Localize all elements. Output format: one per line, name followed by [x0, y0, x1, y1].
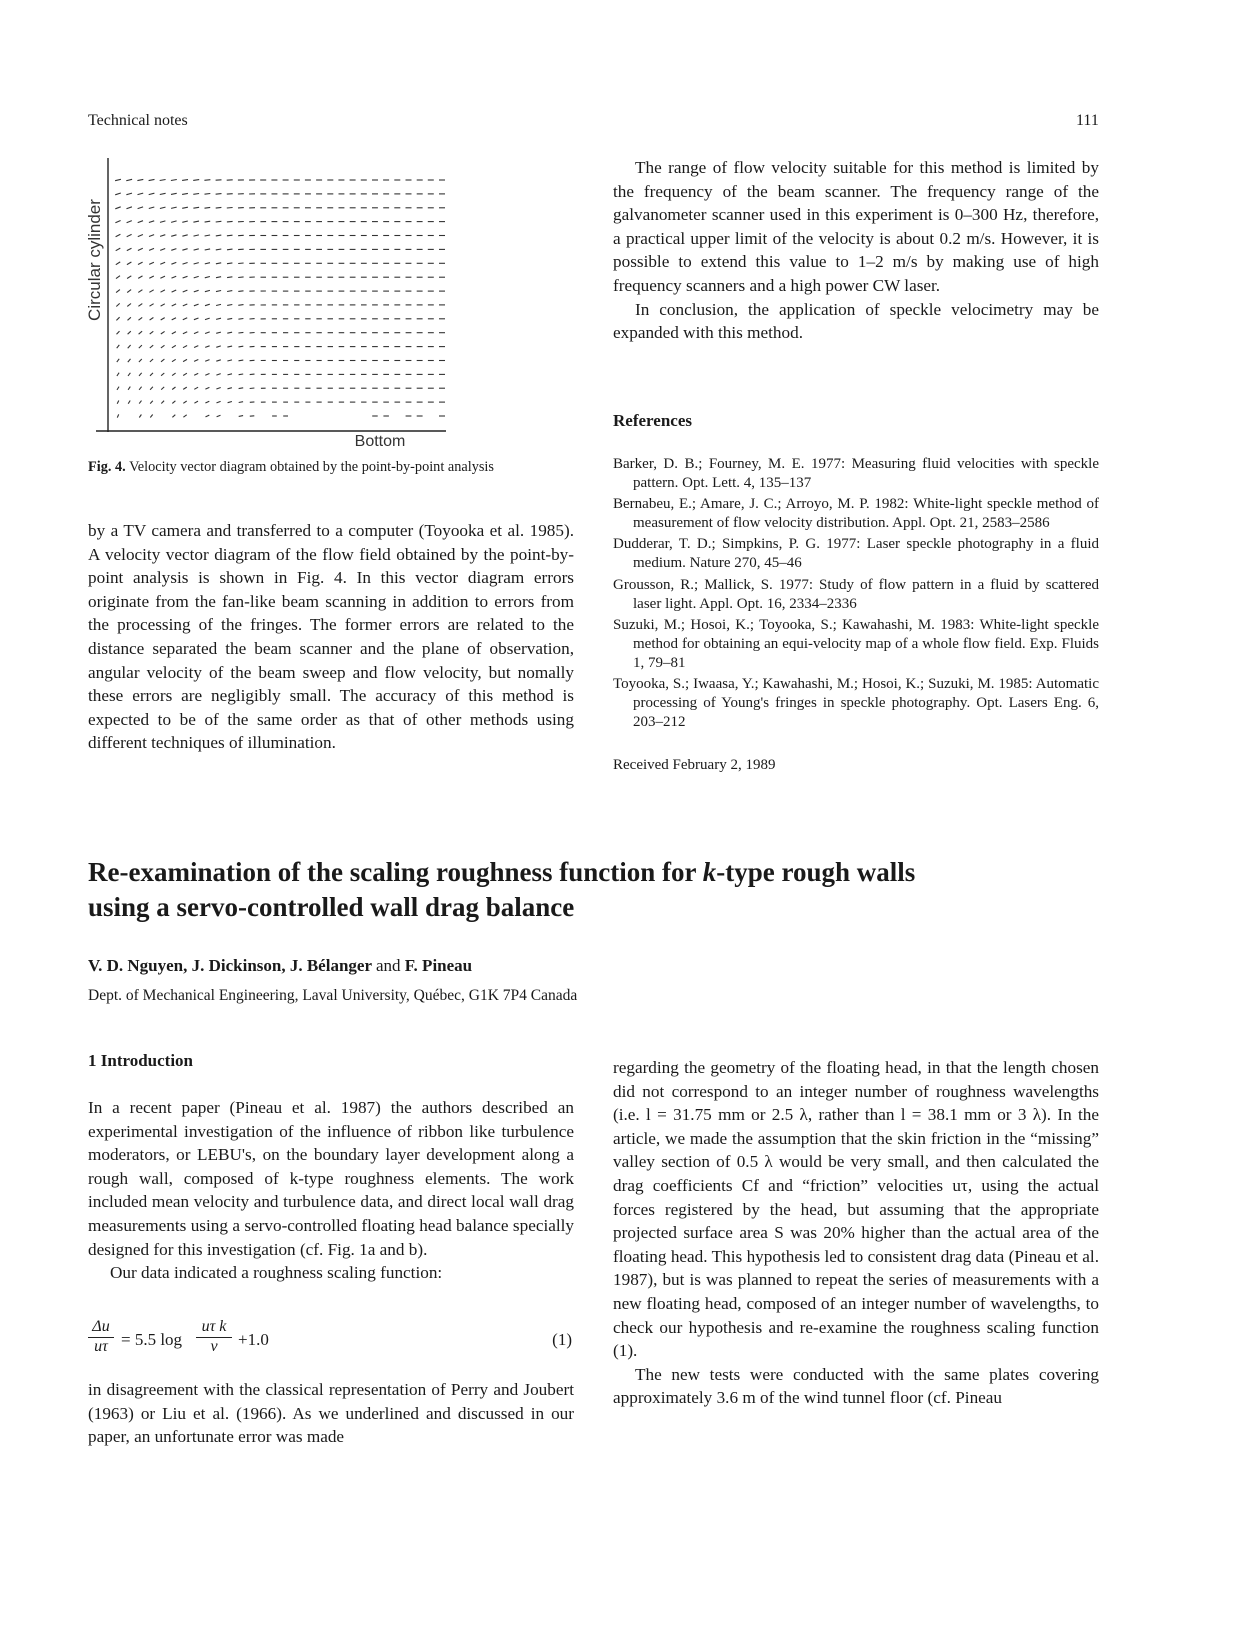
velocity-vector — [116, 234, 121, 236]
velocity-vector — [227, 277, 232, 278]
velocity-vector — [116, 248, 121, 251]
velocity-vector — [216, 277, 221, 278]
velocity-vector — [183, 415, 186, 417]
velocity-vector — [205, 318, 210, 320]
velocity-vector — [150, 359, 153, 362]
figure-4 — [80, 150, 460, 455]
velocity-vector — [205, 346, 209, 348]
references-list — [613, 455, 1099, 734]
velocity-vector — [228, 388, 232, 389]
velocity-vector — [161, 373, 164, 376]
reference-item: Suzuki, M.; Hosoi, K.; Toyooka, S.; Kawahashi, M. 1983: White-light speckle method for obtaining an equi-velocity map of a whole flow field. Exp. Fluids 1, 79–81 — [613, 616, 1099, 671]
velocity-vector — [127, 290, 131, 293]
velocity-vector — [171, 262, 176, 264]
velocity-vector — [194, 373, 198, 375]
velocity-vector — [117, 387, 119, 390]
velocity-vector — [128, 401, 130, 404]
velocity-vector — [194, 276, 199, 278]
velocity-vector — [150, 387, 153, 390]
velocity-vector — [183, 318, 187, 320]
velocity-vector — [172, 304, 176, 306]
vector-diagram — [80, 150, 460, 455]
velocity-vector — [205, 235, 211, 236]
section-heading: 1 Introduction — [88, 1051, 194, 1070]
velocity-vector — [205, 249, 210, 250]
velocity-vector — [227, 305, 232, 306]
velocity-vector — [160, 262, 165, 264]
velocity-vector — [216, 221, 222, 222]
velocity-vector — [138, 304, 142, 307]
affiliation: Dept. of Mechanical Engineering, Laval University, Québec, G1K 7P4 Canada — [88, 987, 578, 1004]
velocity-vector — [217, 415, 221, 417]
reference-item: Barker, D. B.; Fourney, M. E. 1977: Measuring fluid velocities with speckle pattern. Opt. Lett. 4, 135–137 — [613, 456, 1099, 492]
velocity-vector — [149, 179, 155, 180]
velocity-vector — [238, 305, 243, 306]
velocity-vector — [194, 332, 198, 334]
velocity-vector — [194, 360, 198, 362]
velocity-vector — [139, 331, 143, 334]
velocity-vector — [193, 180, 199, 181]
authors — [88, 956, 472, 976]
velocity-vector — [139, 373, 142, 376]
velocity-vector — [161, 387, 164, 390]
velocity-vector — [116, 276, 120, 279]
velocity-vector — [239, 346, 244, 347]
velocity-vector — [139, 387, 142, 390]
velocity-vector — [116, 303, 119, 306]
intro-left-column-end — [88, 1378, 574, 1449]
velocity-vector — [172, 276, 177, 278]
velocity-vector — [138, 262, 143, 264]
velocity-vector — [126, 179, 132, 180]
velocity-vector — [117, 359, 119, 362]
velocity-vector — [149, 235, 154, 237]
velocity-vector — [127, 304, 131, 307]
velocity-vector — [161, 359, 164, 362]
velocity-vector — [194, 235, 199, 236]
velocity-vector — [149, 207, 155, 209]
velocity-vector — [238, 332, 243, 333]
velocity-vector — [205, 290, 210, 291]
reference-item: Toyooka, S.; Iwaasa, Y.; Kawahashi, M.; Hosoi, K.; Suzuki, M. 1985: Automatic processing of Young's fringes in speckle photography. Opt. Lasers Eng. 6, 203–212 — [613, 676, 1099, 731]
left-column-top — [88, 519, 574, 755]
velocity-vector — [228, 402, 232, 403]
velocity-vector — [239, 416, 243, 417]
velocity-vector — [117, 345, 120, 348]
velocity-vector — [250, 374, 255, 375]
intro-right-column — [613, 1056, 1099, 1410]
velocity-vector — [205, 263, 210, 264]
velocity-vector — [160, 276, 165, 278]
velocity-vector — [238, 319, 243, 320]
velocity-vector — [216, 249, 222, 250]
author-list: V. D. Nguyen, J. Dickinson, J. Bélanger — [88, 956, 372, 975]
velocity-vector — [205, 304, 210, 306]
velocity-vector — [216, 263, 221, 264]
velocity-vector — [182, 193, 188, 194]
velocity-vector — [127, 221, 132, 223]
velocity-vector — [227, 332, 232, 333]
velocity-vector — [171, 207, 177, 208]
velocity-vector — [150, 373, 153, 376]
velocity-vector — [172, 290, 177, 292]
velocity-vector — [227, 208, 233, 209]
paragraph: by a TV camera and transferred to a computer (Toyooka et al. 1985). A velocity vector diagram of the flow field obtained by the point-by-point analysis is shown in Fig. 4. In this vector diagram errors originate from the fan-like beam scanning in addition to errors from the processing of the fringes. The former errors are related to the distance separated the beam scanner and the plane of observation, angular velocity of the beam sweep and flow velocity, but nomally these errors are negligibly small. The accuracy of this method is expected to be of the same order as that of other methods using different techniques of illumination. — [88, 521, 574, 753]
velocity-vector — [193, 194, 199, 195]
velocity-vector — [227, 249, 233, 250]
velocity-vector — [150, 401, 153, 404]
velocity-vector — [194, 346, 198, 348]
velocity-vector — [116, 262, 120, 265]
velocity-vector — [182, 249, 187, 251]
velocity-vector — [216, 332, 221, 333]
velocity-vector — [150, 331, 154, 334]
eq-lhs-numerator: Δu — [92, 1318, 110, 1335]
velocity-vector — [205, 387, 209, 389]
velocity-vector — [194, 263, 199, 264]
velocity-vector — [150, 304, 154, 307]
velocity-vector — [216, 235, 222, 236]
paragraph: in disagreement with the classical representation of Perry and Joubert (1963) or Liu et al. (1966). As we underlined and discussed in our paper, an unfortunate error was made — [88, 1380, 574, 1447]
velocity-vector — [160, 249, 165, 251]
velocity-vector — [160, 221, 165, 223]
velocity-vector — [193, 221, 199, 222]
title-line-2: using a servo-controlled wall drag balance — [88, 892, 575, 922]
velocity-vector — [117, 401, 119, 404]
velocity-vector — [149, 221, 154, 223]
velocity-vector — [216, 346, 221, 347]
paragraph: In a recent paper (Pineau et al. 1987) the authors described an experimental investigation of the influence of ribbon like turbulence moderators, or LEBU's, on the boundary layer development along a rough wall, composed of k-type roughness elements. The work included mean velocity and turbulence data, and direct local wall drag measurements using a servo-controlled floating head balance specially designed for this investigation (cf. Fig. 1a and b). — [88, 1098, 574, 1259]
velocity-vector — [205, 277, 210, 278]
velocity-vector — [216, 374, 220, 376]
figure-ylabel: Circular cylinder — [85, 199, 104, 321]
velocity-vector — [204, 180, 210, 181]
right-column-top — [613, 156, 1099, 345]
velocity-vector — [217, 401, 221, 403]
velocity-vector — [183, 263, 188, 265]
equation-1 — [88, 1318, 574, 1374]
velocity-vector — [238, 277, 243, 278]
velocity-vector — [172, 415, 175, 418]
velocity-vector — [228, 374, 233, 375]
velocity-vector — [161, 318, 165, 320]
velocity-vector — [149, 276, 154, 278]
paragraph: Our data indicated a roughness scaling function: — [110, 1263, 443, 1283]
velocity-vector — [227, 360, 232, 361]
velocity-vector — [182, 221, 188, 222]
velocity-vector — [128, 359, 131, 362]
authors-and: and — [375, 956, 401, 975]
velocity-vector — [205, 401, 209, 403]
velocity-vector — [250, 388, 255, 389]
velocity-vector — [239, 388, 244, 389]
velocity-vector — [216, 360, 221, 361]
velocity-vector — [171, 180, 177, 181]
velocity-vector — [194, 401, 198, 403]
velocity-vector — [138, 290, 142, 293]
velocity-vector — [115, 221, 120, 223]
velocity-vector — [138, 248, 143, 250]
velocity-vector — [137, 179, 143, 180]
velocity-vector — [239, 360, 244, 361]
velocity-vector — [138, 207, 144, 209]
velocity-vector — [194, 318, 199, 320]
velocity-vector — [216, 207, 222, 208]
velocity-vector — [205, 221, 211, 222]
velocity-vector — [182, 235, 187, 236]
paragraph: The new tests were conducted with the same plates covering approximately 3.6 m of the wind tunnel floor (cf. Pineau — [613, 1364, 1099, 1408]
eq-rhs-denominator: ν — [196, 1337, 232, 1356]
velocity-vector — [149, 290, 153, 293]
velocity-vector — [216, 194, 222, 195]
velocity-vector — [172, 332, 176, 334]
caption-label: Fig. 4. — [88, 459, 126, 475]
reference-item: Grousson, R.; Mallick, S. 1977: Study of flow pattern in a fluid by scattered laser light. Appl. Opt. 16, 2334–2336 — [613, 576, 1099, 612]
velocity-vector — [126, 193, 132, 195]
velocity-vector — [227, 235, 233, 236]
velocity-vector — [116, 290, 120, 293]
velocity-vector — [193, 207, 199, 208]
velocity-vector — [205, 194, 211, 195]
velocity-vector — [182, 180, 188, 181]
velocity-vector — [128, 331, 131, 334]
velocity-vector — [171, 221, 177, 223]
velocity-vector — [139, 401, 141, 404]
velocity-vector — [183, 290, 188, 292]
reference-item: Dudderar, T. D.; Simpkins, P. G. 1977: Laser speckle photography in a fluid medium. Nature 270, 45–46 — [613, 536, 1099, 572]
velocity-vector — [216, 304, 221, 305]
velocity-vector — [128, 317, 131, 320]
intro-left-column — [88, 1096, 574, 1285]
velocity-vector — [127, 207, 132, 209]
velocity-vector — [139, 359, 142, 362]
velocity-vector — [194, 304, 199, 306]
velocity-vector — [194, 290, 199, 292]
velocity-vector — [128, 345, 131, 348]
velocity-vector — [194, 387, 198, 389]
velocity-vector — [128, 387, 130, 390]
velocity-vector — [239, 374, 244, 375]
velocity-vector — [205, 374, 209, 376]
velocity-vector — [172, 373, 176, 376]
paragraph: regarding the geometry of the floating head, in that the length chosen did not correspond to an integer number of roughness wavelengths (i.e. l = 31.75 mm or 2.5 λ, rather than l = 38.1 mm or 3 λ). In the article, we made the assumption that the skin friction in the “missing” valley section of 0.5 λ would be very small, and then calculated the drag coefficients Cf and “friction” velocities uτ, using the actual forces registered by the head, but assuming that the appropriate projected surface area S was 20% higher than the actual area of the floating head. This hypothesis led to consistent drag data (Pineau et al. 1987), but is was planned to repeat the series of measurements with a new floating head, composed of an integer number of wavelengths, to check our hypothesis and re-examine the roughness scaling function (1). — [613, 1058, 1099, 1361]
eq-middle: = 5.5 log — [121, 1330, 183, 1349]
velocity-vector — [161, 331, 165, 334]
velocity-vector — [160, 180, 166, 181]
velocity-vector — [117, 373, 119, 376]
velocity-vector — [172, 318, 176, 320]
velocity-vector — [183, 346, 187, 348]
velocity-vector — [216, 388, 220, 390]
velocity-vector — [139, 317, 143, 320]
title-k: k — [702, 857, 717, 887]
velocity-vector — [205, 207, 211, 208]
article-title — [88, 855, 1108, 925]
velocity-vector — [171, 249, 176, 251]
running-head: Technical notes — [88, 112, 188, 129]
velocity-vector — [127, 262, 131, 265]
author-last: F. Pineau — [404, 956, 473, 975]
velocity-vector — [194, 249, 199, 250]
velocity-vector — [216, 318, 221, 319]
velocity-vector — [150, 345, 153, 348]
velocity-vector — [161, 345, 165, 348]
velocity-vector — [205, 332, 210, 334]
velocity-vector — [150, 318, 154, 321]
velocity-vector — [182, 207, 188, 208]
velocity-vector — [139, 415, 141, 418]
title-part: -type rough walls — [716, 857, 916, 887]
paragraph: In conclusion, the application of speckle velocimetry may be expanded with this method. — [613, 299, 1099, 343]
velocity-vector — [138, 276, 142, 279]
velocity-vector — [150, 415, 152, 418]
velocity-vector — [117, 414, 118, 417]
velocity-vector — [172, 387, 175, 390]
velocity-vector — [161, 401, 164, 404]
figure-xlabel: Bottom — [354, 433, 406, 450]
velocity-vector — [160, 193, 166, 194]
velocity-vector — [149, 262, 154, 264]
velocity-vector — [205, 360, 209, 362]
velocity-vector — [115, 207, 120, 209]
velocity-vector — [172, 359, 176, 361]
velocity-vector — [128, 373, 130, 376]
figure-caption — [88, 458, 562, 477]
velocity-vector — [227, 291, 232, 292]
velocity-vector — [183, 387, 187, 389]
velocity-vector — [161, 304, 165, 306]
velocity-vector — [183, 373, 187, 375]
velocity-vector — [239, 402, 243, 403]
velocity-vector — [183, 276, 188, 278]
velocity-vector — [183, 332, 187, 334]
velocity-vector — [227, 346, 232, 347]
velocity-vector — [161, 290, 165, 292]
eq-number: (1) — [552, 1330, 572, 1349]
paragraph: The range of flow velocity suitable for this method is limited by the frequency of the beam scanner. The frequency range of the galvanometer scanner used in this experiment is 0–300 Hz, therefore, a practical upper limit of the velocity is about 0.2 m/s. However, it is possible to extend this value to 1–2 m/s by making use of high frequency scanners and a high power CW laser. — [613, 158, 1099, 295]
velocity-vector — [227, 221, 233, 222]
velocity-vector — [227, 263, 232, 264]
velocity-vector — [127, 276, 131, 279]
references-heading: References — [613, 411, 692, 430]
velocity-vector — [183, 304, 188, 306]
velocity-vector — [206, 415, 210, 417]
velocity-vector — [138, 221, 143, 223]
velocity-vector — [138, 193, 144, 195]
velocity-vector — [127, 234, 132, 236]
velocity-vector — [115, 179, 121, 180]
velocity-vector — [183, 359, 187, 361]
reference-item: Bernabeu, E.; Amare, J. C.; Arroyo, M. P. 1982: White-light speckle method of measurement of flow velocity distribution. Appl. Opt. 21, 2583–2586 — [613, 496, 1099, 532]
velocity-vector — [183, 401, 186, 403]
eq-rhs-numerator: uτ k — [201, 1318, 227, 1335]
velocity-vector — [160, 207, 166, 208]
velocity-vector — [172, 401, 175, 404]
velocity-vector — [171, 235, 176, 237]
eq-tail: +1.0 — [238, 1330, 269, 1349]
velocity-vector — [160, 235, 165, 237]
velocity-vector — [138, 235, 143, 237]
velocity-vector — [139, 345, 142, 348]
velocity-vector — [238, 291, 243, 292]
velocity-vector — [127, 248, 132, 250]
velocity-vector — [117, 331, 120, 334]
caption-text: Velocity vector diagram obtained by the point-by-point analysis — [129, 459, 494, 475]
velocity-vector — [172, 345, 176, 347]
velocity-vector — [116, 317, 119, 320]
title-part: Re-examination of the scaling roughness function for — [88, 857, 703, 887]
velocity-vector — [216, 291, 221, 292]
velocity-vector — [115, 193, 121, 195]
velocity-vector — [227, 318, 232, 319]
velocity-vector — [149, 248, 154, 250]
eq-lhs-denominator: uτ — [88, 1337, 114, 1356]
velocity-vector — [149, 193, 155, 194]
velocity-vector — [171, 193, 177, 194]
page-number: 111 — [1076, 112, 1099, 129]
velocity-vector — [238, 263, 243, 264]
received-date: Received February 2, 1989 — [613, 757, 776, 773]
